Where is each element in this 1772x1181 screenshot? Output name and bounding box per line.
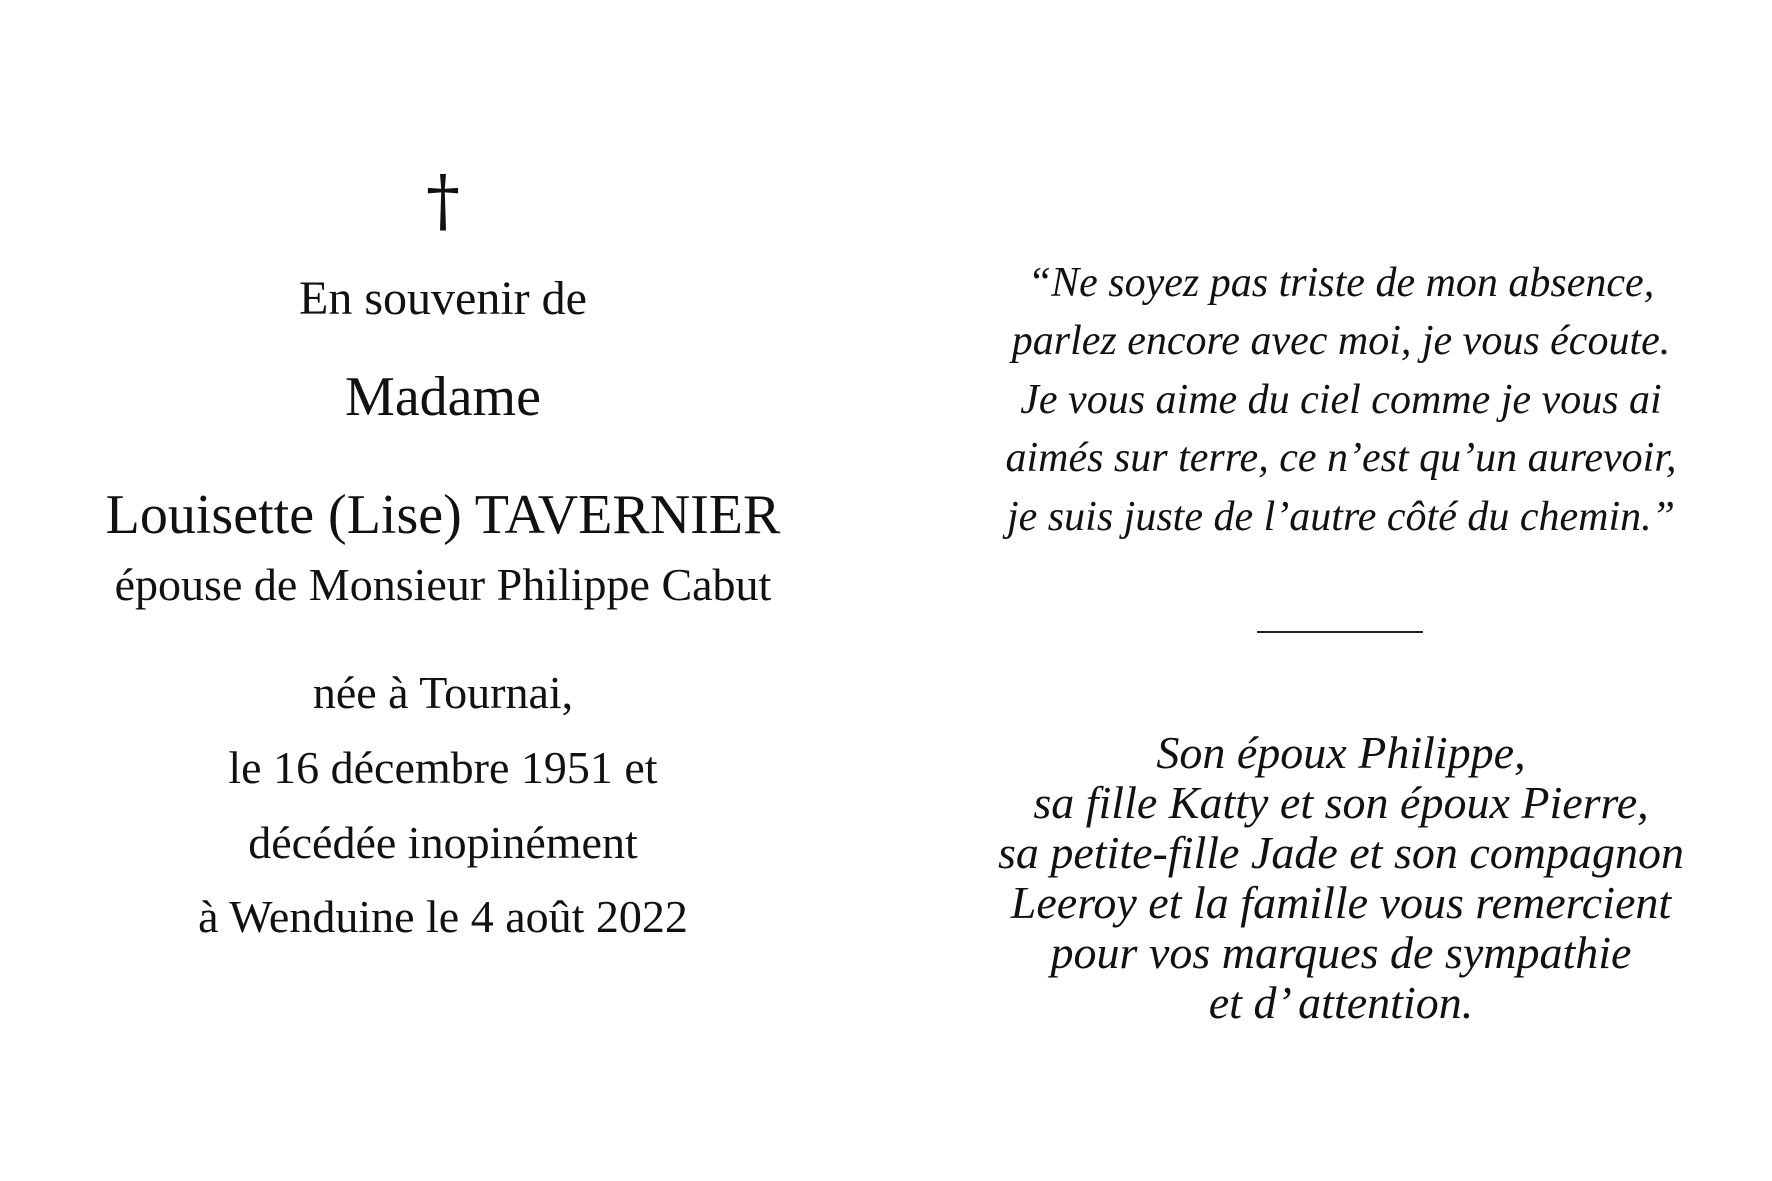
deceased-name: Louisette (Lise) TAVERNIER bbox=[105, 484, 781, 546]
birth-date: le 16 décembre 1951 et bbox=[228, 742, 658, 793]
death-place-date: à Wenduine le 4 août 2022 bbox=[198, 891, 688, 942]
thanks-line: pour vos marques de sympathie bbox=[1050, 927, 1632, 978]
memorial-lead: En souvenir de bbox=[299, 272, 587, 325]
quote-line: parlez encore avec moi, je vous écoute. bbox=[1011, 318, 1671, 364]
quote-line: “Ne soyez pas triste de mon absence, bbox=[1027, 260, 1655, 306]
thanks-line: sa petite-fille Jade et son compagnon bbox=[997, 827, 1684, 878]
birth-place: née à Tournai, bbox=[312, 667, 574, 718]
thanks-line: Leeroy et la famille vous remercient bbox=[1010, 877, 1672, 928]
memorial-right-panel bbox=[951, 0, 1731, 1181]
thanks-line: Son époux Philippe, bbox=[1156, 727, 1526, 778]
spouse-line: épouse de Monsieur Philippe Cabut bbox=[114, 559, 772, 610]
quote-line: Je vous aime du ciel comme je vous ai bbox=[1020, 377, 1662, 423]
death-text: décédée inopinément bbox=[248, 817, 638, 868]
memorial-title: Madame bbox=[345, 366, 541, 428]
thanks-line: et d’ attention. bbox=[1208, 977, 1474, 1028]
thanks-line: sa fille Katty et son époux Pierre, bbox=[1033, 777, 1649, 828]
quote-line: aimés sur terre, ce n’est qu’un aurevoir, bbox=[1005, 435, 1677, 481]
section-divider bbox=[1257, 631, 1423, 633]
quote-line: je suis juste de l’autre côté du chemin.” bbox=[1007, 494, 1675, 540]
cross-icon: † bbox=[426, 162, 460, 241]
